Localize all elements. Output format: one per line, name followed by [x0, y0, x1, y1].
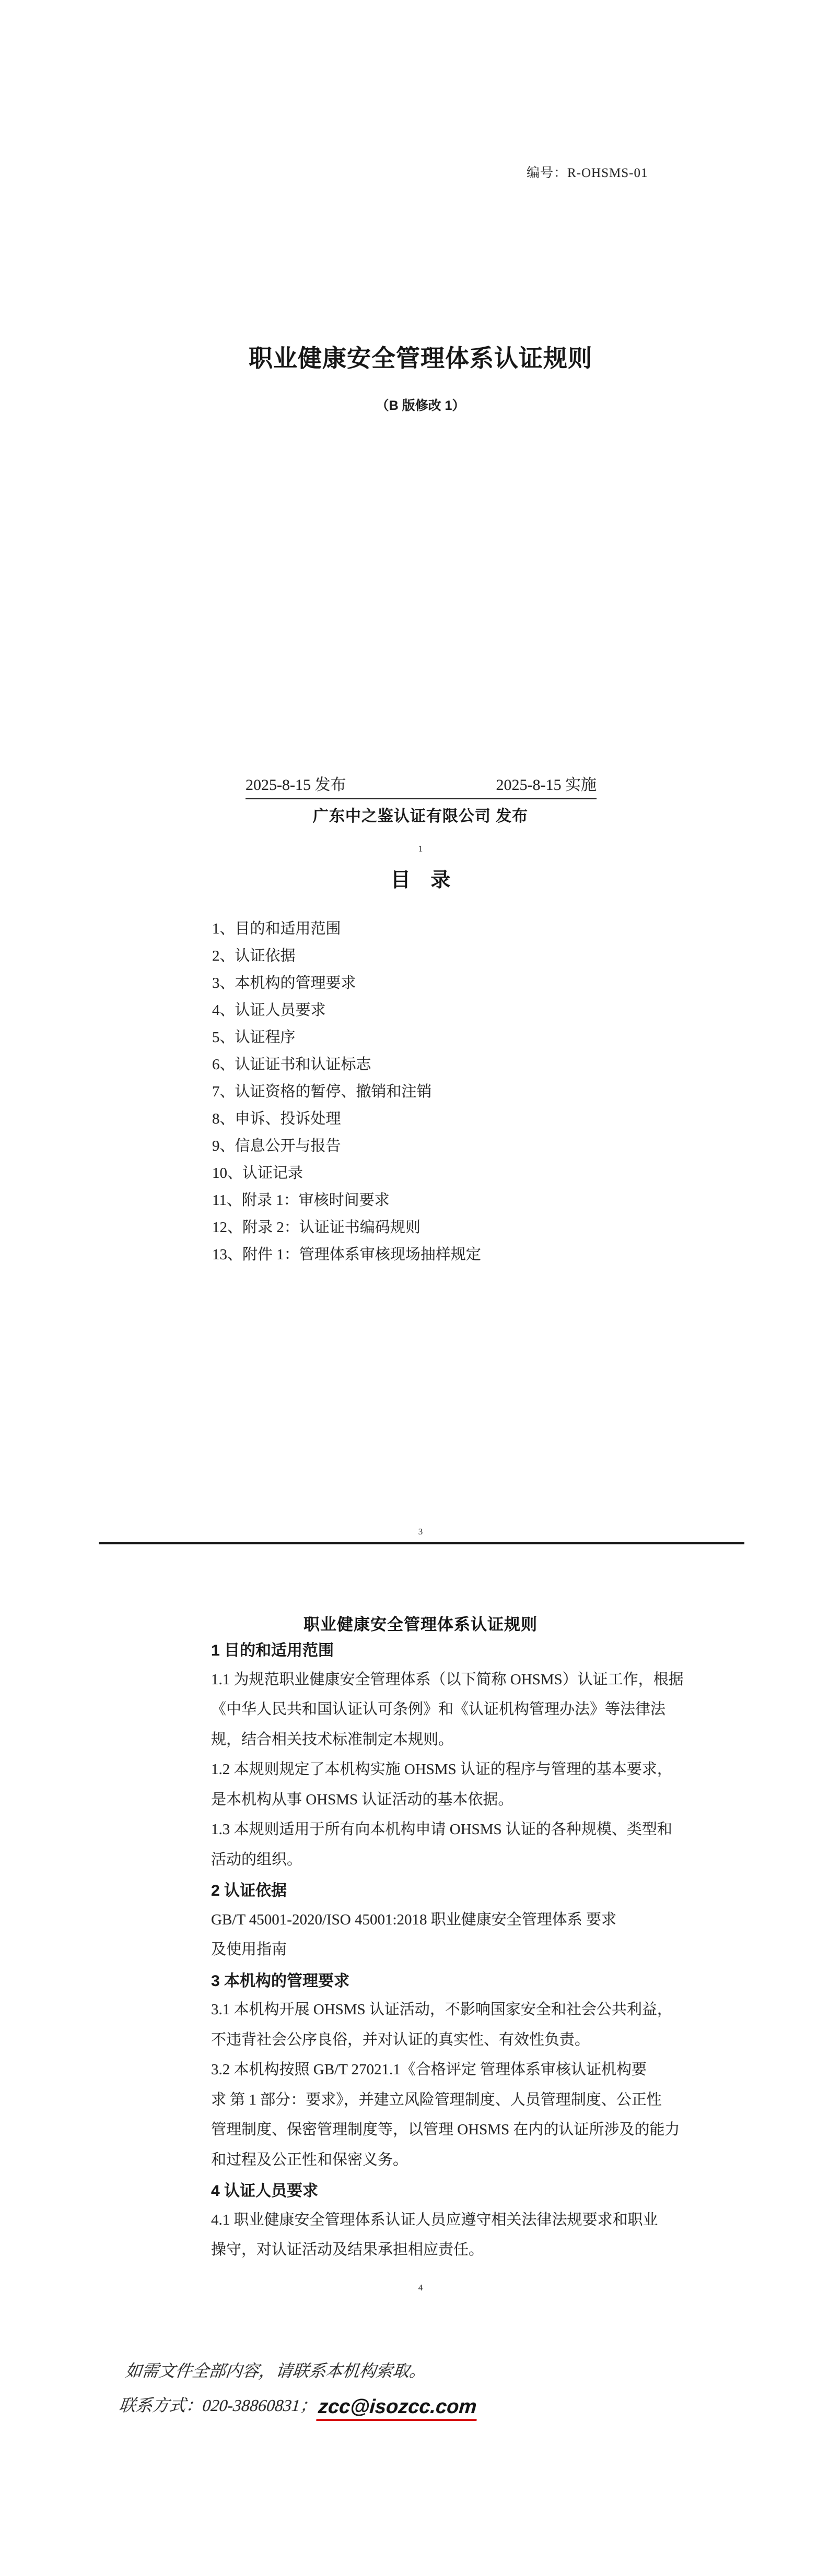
body-line: 求 第 1 部分：要求》，并建立风险管理制度、人员管理制度、公正性: [211, 2091, 662, 2108]
request-note-text: 如需文件全部内容，请联系本机构索取。: [124, 2361, 427, 2380]
body-line: 1.1 为规范职业健康安全管理体系（以下简称 OHSMS）认证工作，根据: [211, 1671, 684, 1688]
toc-title: 目 录: [390, 869, 458, 891]
toc-item: 12、附录 2：认证证书编码规则: [212, 1219, 421, 1236]
body-line: 2 认证依据: [211, 1882, 287, 1899]
implement-date: 2025-8-15 实施: [496, 776, 597, 794]
page-divider-rule: [99, 1542, 744, 1544]
release-date: 2025-8-15 发布: [246, 776, 346, 794]
body-line: 1 目的和适用范围: [211, 1642, 334, 1659]
body-line: 3.2 本机构按照 GB/T 27021.1《合格评定 管理体系审核认证机构要: [211, 2061, 647, 2078]
body-line: 4 认证人员要求: [211, 2182, 319, 2200]
toc-item: 2、认证依据: [212, 948, 296, 964]
publisher-line: 广东中之鉴认证有限公司 发布: [312, 808, 529, 825]
request-note-line: [125, 2358, 426, 2382]
body-line: 活动的组织。: [211, 1851, 302, 1868]
body-line: 4.1 职业健康安全管理体系认证人员应遵守相关法律法规要求和职业: [211, 2211, 658, 2228]
toc-list: [212, 917, 682, 1270]
body-line: 及使用指南: [211, 1941, 287, 1958]
body-line: 3.1 本机构开展 OHSMS 认证活动，不影响国家安全和社会公共利益，: [211, 2001, 672, 2018]
email-link[interactable]: zcc@isozcc.com: [316, 2396, 478, 2421]
page-number-1: 1: [418, 844, 423, 854]
toc-item: 10、认证记录: [212, 1165, 303, 1181]
cover-title: 职业健康安全管理体系认证规则: [249, 345, 592, 372]
toc-item: 4、认证人员要求: [212, 1002, 326, 1019]
body-line: 1.3 本规则适用于所有向本机构申请 OHSMS 认证的各种规模、类型和: [211, 1821, 672, 1838]
toc-item: 11、附录 1：审核时间要求: [212, 1192, 390, 1209]
body-line: 3 本机构的管理要求: [211, 1972, 350, 1990]
toc-item: 7、认证资格的暂停、撤销和注销: [212, 1083, 432, 1100]
contact-line: [119, 2392, 477, 2421]
toc-item: 13、附件 1：管理体系审核现场抽样规定: [212, 1246, 481, 1263]
toc-item: 1、目的和适用范围: [212, 920, 341, 937]
body-line: 不违背社会公序良俗，并对认证的真实性、有效性负责。: [211, 2031, 590, 2048]
cover-subtitle: （B 版修改 1）: [376, 398, 465, 413]
body-line: 是本机构从事 OHSMS 认证活动的基本依据。: [211, 1791, 513, 1808]
body-line: 操守，对认证活动及结果承担相应责任。: [211, 2241, 484, 2258]
doc-number: 编号：R-OHSMS-01: [527, 166, 648, 180]
toc-item: 8、申诉、投诉处理: [212, 1110, 341, 1127]
body-line: 和过程及公正性和保密义务。: [211, 2151, 408, 2168]
toc-item: 6、认证证书和认证标志: [212, 1056, 371, 1073]
toc-item: 5、认证程序: [212, 1029, 296, 1046]
page-number-4: 4: [418, 2283, 423, 2293]
body-line: 规，结合相关技术标准制定本规则。: [211, 1731, 454, 1748]
toc-item: 9、信息公开与报告: [212, 1138, 341, 1154]
body-line: GB/T 45001-2020/ISO 45001:2018 职业健康安全管理体系 要求: [211, 1911, 617, 1928]
body-lines: [211, 1637, 684, 2268]
body-line: 《中华人民共和国认证认可条例》和《认证机构管理办法》等法律法: [211, 1701, 666, 1718]
body-line: 管理制度、保密管理制度等，以管理 OHSMS 在内的认证所涉及的能力: [211, 2121, 680, 2138]
body-heading: 职业健康安全管理体系认证规则: [303, 1615, 538, 1634]
toc-item: 3、本机构的管理要求: [212, 975, 356, 991]
contact-prefix: 联系方式：020-38860831；: [118, 2396, 318, 2415]
dates-row: [246, 772, 597, 799]
body-line: 1.2 本规则规定了本机构实施 OHSMS 认证的程序与管理的基本要求，: [211, 1761, 672, 1778]
page-number-3: 3: [418, 1527, 423, 1537]
